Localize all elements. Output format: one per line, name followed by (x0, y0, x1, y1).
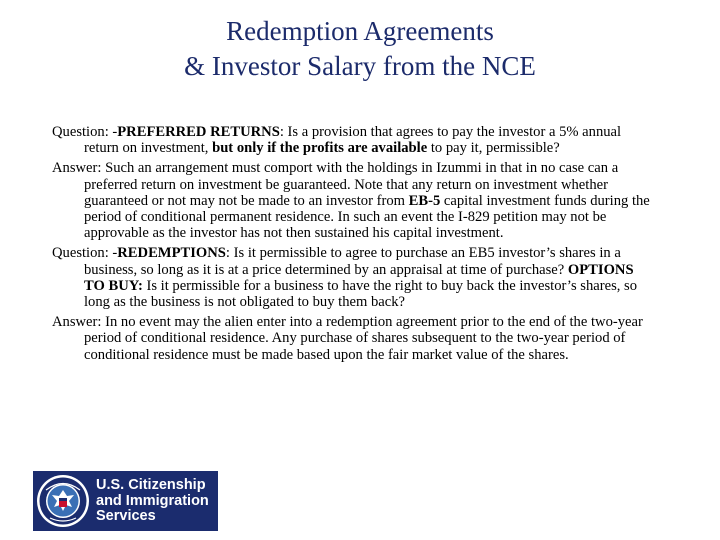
logo-line-2: and Immigration (96, 492, 209, 509)
text-run: capital investment funds during the period of conditional permanent residence. In such an event the I-829 petition may not be approvable as the investor has not then sustained his capital investment. (84, 192, 650, 242)
uscis-wordmark (96, 478, 209, 525)
logo-line-3: Services (96, 508, 156, 524)
bold-term: PREFERRED RETURNS (117, 124, 280, 140)
slide-content (52, 124, 652, 367)
question-preferred-returns (52, 124, 652, 156)
text-run: Question: - (52, 245, 118, 262)
bold-term: REDEMPTIONS (117, 245, 226, 262)
answer-preferred-returns (52, 160, 652, 241)
dhs-seal-icon (36, 474, 90, 528)
slide-title-line-2: & Investor Salary from the NCE (184, 51, 536, 81)
text-run: Answer: Such an arrangement must comport with the holdings in Izummi in that in no case can a preferred return on investment be guaranteed. Note that any return on investment whether guaranteed or not may not be made to an investor from (52, 160, 619, 209)
slide-title-line-1: Redemption Agreements (226, 16, 494, 46)
text-run: Question: - (52, 124, 118, 140)
logo-line-1: U.S. Citizenship (96, 477, 206, 493)
text-run: Is it permissible for a business to have the right to buy back the investor’s shares, so long as the business is not obligated to buy them back? (84, 277, 638, 311)
text-run: : Is a provision that agrees to pay the investor a 5% annual return on investment, (84, 124, 622, 157)
uscis-logo (33, 471, 218, 531)
text-run: Answer: In no event may the alien enter into a redemption agreement prior to the end of the two-year period of conditional residence. Any purchase of shares subsequent to the two-year period of conditional residence must be made based upon the fair market value of the shares. (52, 314, 643, 363)
bold-term: OPTIONS TO BUY: (84, 261, 634, 294)
answer-redemptions (52, 314, 652, 363)
question-redemptions (52, 245, 652, 310)
bold-term: but only if the profits are available (212, 140, 428, 157)
text-run: to pay it, permissible? (427, 140, 560, 157)
bold-term: EB-5 (408, 192, 441, 209)
slide-title (0, 14, 720, 84)
text-run: : Is it permissible to agree to purchase an EB5 investor’s shares in a business, so long as it is at a price determined by an appraisal at time of purchase? (84, 245, 621, 278)
